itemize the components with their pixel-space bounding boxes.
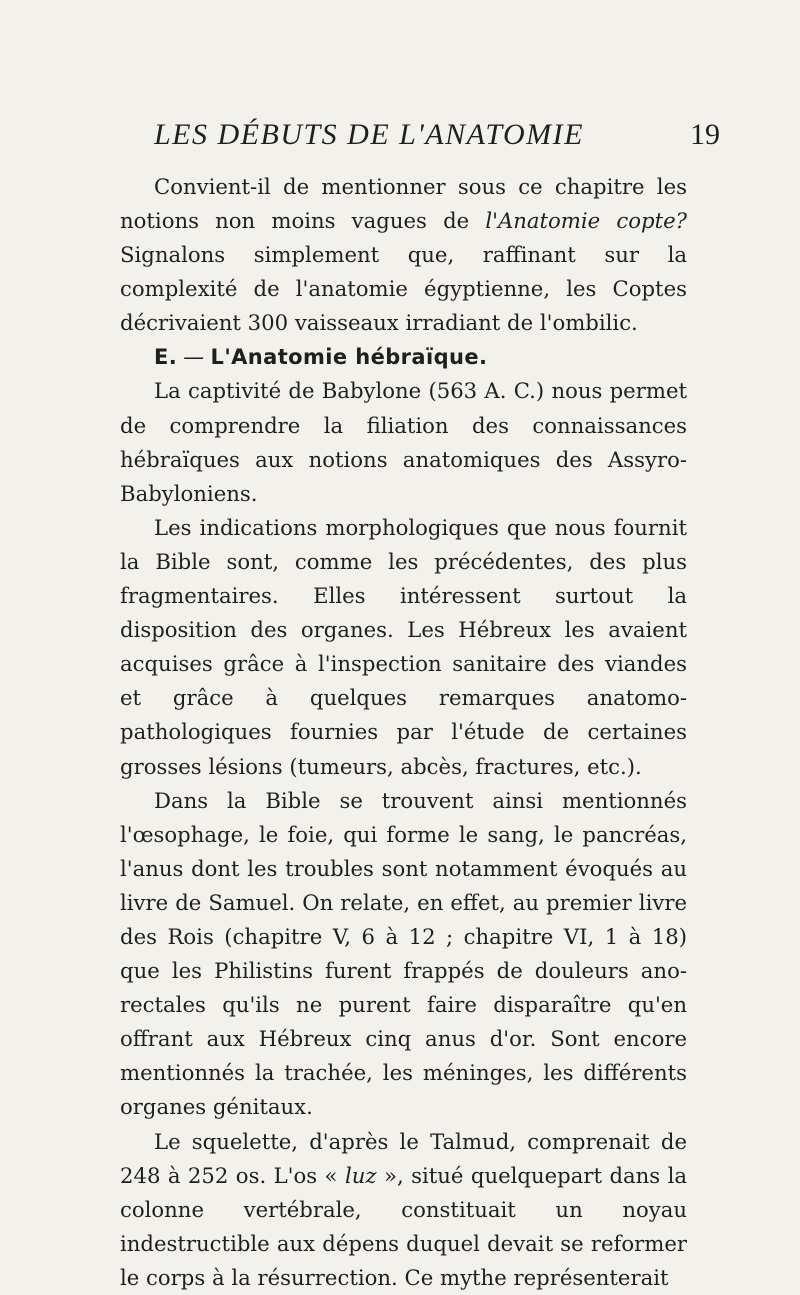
anatomie-copte-emphasis: l'Anatomie copte? bbox=[485, 208, 687, 234]
paragraph-bible-organs: Dans la Bible se trouvent ainsi mentionnés l'œsophage, le foie, qui forme le sang, le pancréas, l'anus dont les troubles sont notamment évoqués au livre de Samuel. On relate, en effet, au premier livre des Rois (chapitre V, 6 à 12 ; chapitre VI, 1 à 18) que les Philistins furent frappés de douleurs ano-rectales qu'ils ne purent faire disparaître qu'en offrant aux Hébreux cinq anus d'or. Sont encore mentionnés la trachée, les méninges, les différents organes génitaux. bbox=[120, 787, 687, 1120]
section-heading bbox=[120, 340, 687, 374]
paragraph-bible-morphology: Les indications morphologiques que nous fournit la Bible sont, comme les précédentes, des plus fragmentaires. Elles intéressent surtout la disposition des organes. Les Hébreux les avaient acquises grâce à l'inspection sanitaire des viandes et grâce à quelques remarques anatomo-pathologiques fournies par l'étude de certaines grosses lésions (tumeurs, abcès, fractures, etc.). bbox=[120, 514, 687, 779]
page-number: 19 bbox=[690, 118, 720, 151]
paragraph-babylone: La captivité de Babylone (563 A. C.) nous permet de comprendre la filiation des connaissances hébraïques aux notions anatomiques des Assyro-Babyloniens. bbox=[120, 378, 687, 506]
paragraph-copte-part-1: Convient-il de mentionner sous ce chapitre les notions non moins vagues de bbox=[120, 174, 687, 234]
running-head bbox=[120, 118, 720, 158]
paragraph-copte bbox=[120, 170, 687, 340]
section-title: L'Anatomie hébraïque. bbox=[210, 345, 488, 370]
section-dash: — bbox=[183, 345, 205, 370]
luz-emphasis: luz bbox=[344, 1162, 377, 1188]
paragraph-talmud-part-2: », situé quelquepart dans la colonne vertébrale, constituait un noyau indestructible aux dépens duquel devait se reformer le corps à la résurrection. Ce mythe représenterait bbox=[120, 1162, 687, 1290]
paragraph-talmud-part-1: Le squelette, d'après le Talmud, comprenait de 248 à 252 os. L'os « bbox=[120, 1128, 687, 1188]
running-title: LES DÉBUTS DE L'ANATOMIE bbox=[154, 118, 584, 151]
paragraph-talmud-skeleton bbox=[120, 1125, 687, 1295]
paragraph-copte-part-2: Signalons simplement que, raffinant sur la complexité de l'anatomie égyptienne, les Coptes décrivaient 300 vaisseaux irradiant de l'ombilic. bbox=[120, 242, 687, 336]
section-letter: E. bbox=[154, 345, 178, 370]
body-text bbox=[120, 170, 687, 1295]
